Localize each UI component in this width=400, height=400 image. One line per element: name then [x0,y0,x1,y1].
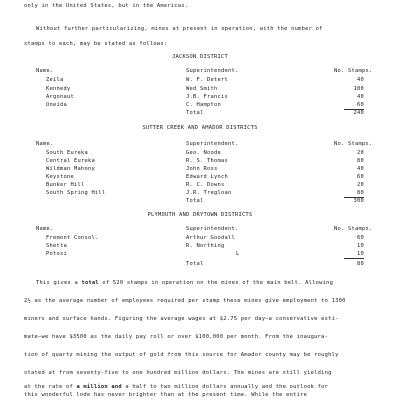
closing-line-6: stated at from seventy-five to one hundred million dollars. The mines are still yielding [24,370,332,376]
total-label: Total [186,261,204,267]
column-header-stamps: No. Stamps. [334,226,373,232]
superintendent-name: Arthur Goodall [186,235,235,241]
mine-name: Oneida [46,102,67,108]
mine-name: South Eureka [46,150,88,156]
intro-line-3: stamps to each, may be stated as follows: [24,41,168,47]
mine-name: Potosi [46,251,67,257]
text-fragment: of 520 stamps in operation on the mines of the main belt. Allowing [98,280,334,286]
total-label: Total [186,198,204,204]
closing-line-5: tion of quartz mining the output of gold from this source for Amador county may be roughly [24,352,339,358]
total-label: Total [186,110,204,116]
intro-line-1: only in the United States, but in the Americas. [24,3,189,9]
mine-name: Keystone [46,174,74,180]
total-stamps: 300 [353,198,364,204]
column-header-superintendent: Superintendent. [186,68,239,74]
mine-name: Central Eureka [46,158,95,164]
superintendent-name: W. F. Detert [186,77,228,83]
column-header-name: Name. [36,68,54,74]
superintendent-name: Edward Lynch [186,174,228,180]
district-title: PLYMOUTH AND DRYTOWN DISTRICTS [147,212,253,218]
mine-name: Shetta [46,243,67,249]
text-fragment: a half to two million dollars annually and the outlook for [121,384,329,390]
stamp-count: 60 [357,235,364,241]
superintendent-name: Wed Smith [186,86,218,92]
total-rule [344,258,364,259]
column-header-superintendent: Superintendent. [186,226,239,232]
closing-line-2: 2½ as the average number of employees required per stamp these mines give employment to 1300 [24,298,346,304]
superintendent-name: C. Hampton [186,102,221,108]
stamp-count: 10 [357,251,364,257]
column-header-name: Name. [36,141,54,147]
stamp-count: 40 [357,94,364,100]
intro-line-2: Without further particularizing, mines at present in operation, with the number of [36,26,323,32]
stamp-count: 20 [357,182,364,188]
superintendent-name: R. C. Downs [186,182,225,188]
stamp-count: 80 [357,158,364,164]
emphasis-total: total [81,280,99,286]
district-title: JACKSON DISTRICT [172,54,228,60]
stamp-count: 20 [357,150,364,156]
stamp-count: 40 [357,166,364,172]
stamp-count: 80 [357,190,364,196]
mine-name: Zeila [46,77,64,83]
superintendent-name: R. Northing [186,243,225,249]
column-header-name: Name. [36,226,54,232]
column-header-superintendent: Superintendent. [186,141,239,147]
closing-line-3: miners and surface hands. Figuring the average wages at $2.75 per day—a conservative esti- [24,316,339,322]
column-header-stamps: No. Stamps. [334,68,373,74]
mine-name: Argonaut [46,94,74,100]
mine-name: Kennedy [46,86,71,92]
mine-name: Bunker Hill [46,182,85,188]
district-title: SUTTER CREEK AND AMADOR DISTRICTS [142,125,258,131]
closing-line-1 [36,281,333,286]
stamp-count: 100 [353,86,364,92]
mine-name: Wildman Mahony [46,166,95,172]
text-fragment: at the rate of [24,384,77,390]
stamp-count: 60 [357,174,364,180]
superintendent-name: Geo. Noode [186,150,221,156]
superintendent-name: J.B. Francis [186,94,228,100]
stamp-count: 10 [357,243,364,249]
stamp-count: 60 [357,102,364,108]
column-header-stamps: No. Stamps. [334,141,373,147]
stamp-count: 40 [357,77,364,83]
superintendent-name: R. S. Thomas [186,158,228,164]
emphasis-million: a million and [76,384,122,390]
closing-line-7 [24,385,328,390]
closing-line-4: mate—we have $3500 as the daily pay roll or over $100,000 per month. From the inaugura- [24,334,329,340]
text-fragment: This gives a [36,280,82,286]
superintendent-name: L [236,251,240,257]
superintendent-name: John Ross [186,166,218,172]
total-stamps: 240 [353,110,364,116]
closing-line-8: this wonderful lode has never brighter than at the present time. While the entire [24,392,308,398]
superintendent-name: J.R. Tregloan [186,190,232,196]
mine-name: Fremont Consol. [46,235,99,241]
total-stamps: 80 [357,261,364,267]
mine-name: South Spring Hill [46,190,106,196]
